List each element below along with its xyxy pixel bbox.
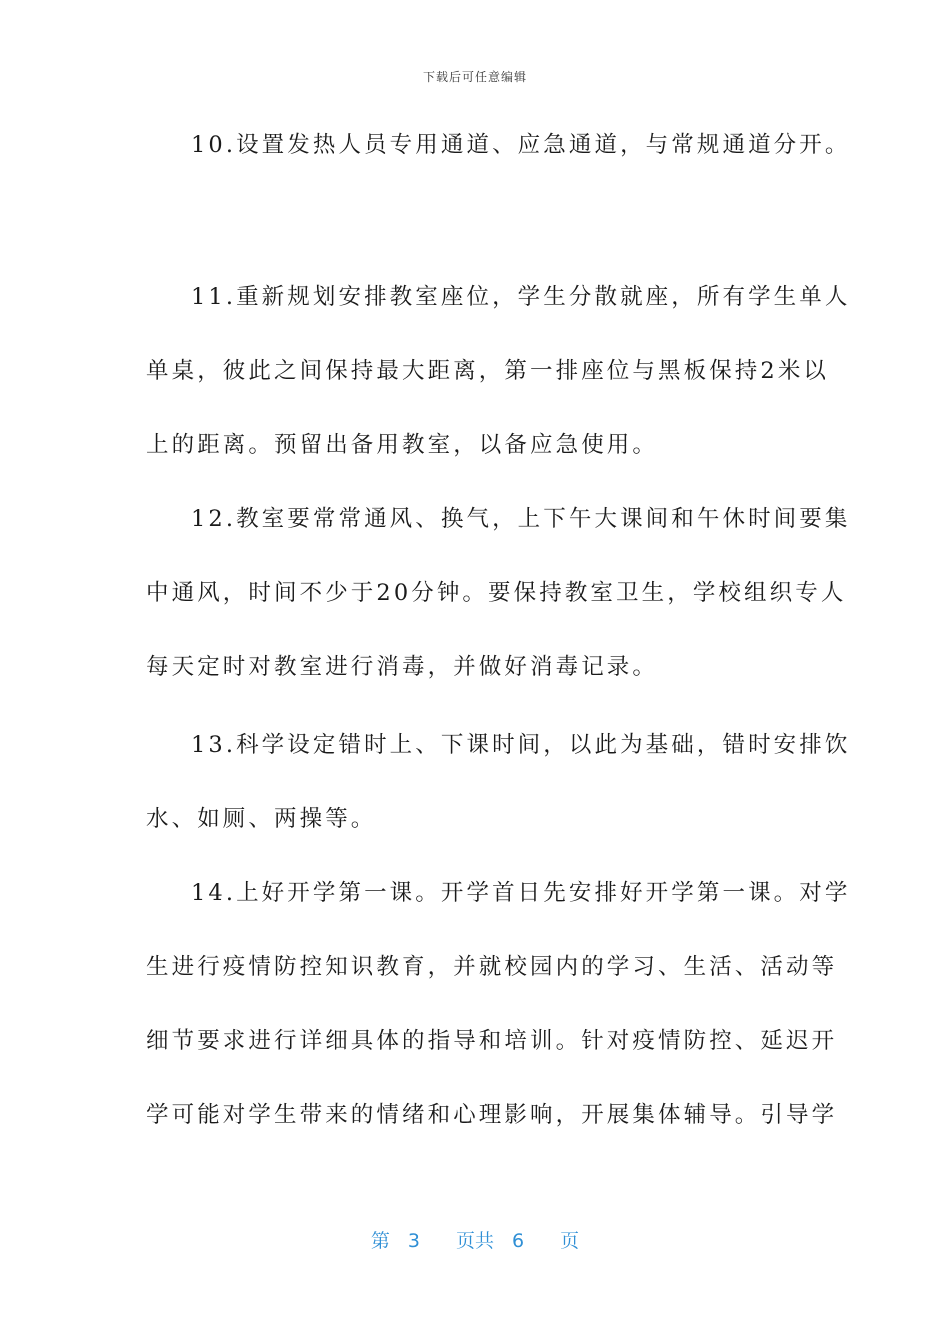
- footer-current-page: 3: [407, 1230, 420, 1252]
- page-header: 下载后可任意编辑: [422, 70, 527, 84]
- footer-page-suffix: 页: [560, 1230, 580, 1252]
- paragraph-line: 单桌，彼此之间保持最大距离，第一排座位与黑板保持2米以: [146, 358, 830, 384]
- footer-total-pages: 6: [512, 1230, 525, 1252]
- paragraph-line: 每天定时对教室进行消毒，并做好消毒记录。: [146, 654, 659, 680]
- paragraph-line: 上的距离。预留出备用教室，以备应急使用。: [146, 432, 659, 458]
- paragraph-line: 10.设置发热人员专用通道、应急通道，与常规通道分开。: [191, 132, 851, 158]
- paragraph-line: 12.教室要常常通风、换气，上下午大课间和午休时间要集: [191, 506, 851, 532]
- paragraph-line: 中通风，时间不少于20分钟。要保持教室卫生，学校组织专人: [146, 580, 847, 606]
- footer-page-middle: 页共: [455, 1230, 494, 1252]
- paragraph-line: 13.科学设定错时上、下课时间，以此为基础，错时安排饮: [191, 732, 851, 758]
- paragraph-line: 11.重新规划安排教室座位，学生分散就座，所有学生单人: [191, 284, 851, 310]
- paragraph-line: 生进行疫情防控知识教育，并就校园内的学习、生活、活动等: [146, 954, 838, 980]
- paragraph-line: 水、如厕、两操等。: [146, 806, 377, 832]
- page-footer: [0, 1226, 950, 1253]
- footer-page-prefix: 第: [370, 1230, 390, 1252]
- paragraph-line: 细节要求进行详细具体的指导和培训。针对疫情防控、延迟开: [146, 1028, 838, 1054]
- paragraph-line: 学可能对学生带来的情绪和心理影响，开展集体辅导。引导学: [146, 1102, 838, 1128]
- paragraph-line: 14.上好开学第一课。开学首日先安排好开学第一课。对学: [191, 880, 851, 906]
